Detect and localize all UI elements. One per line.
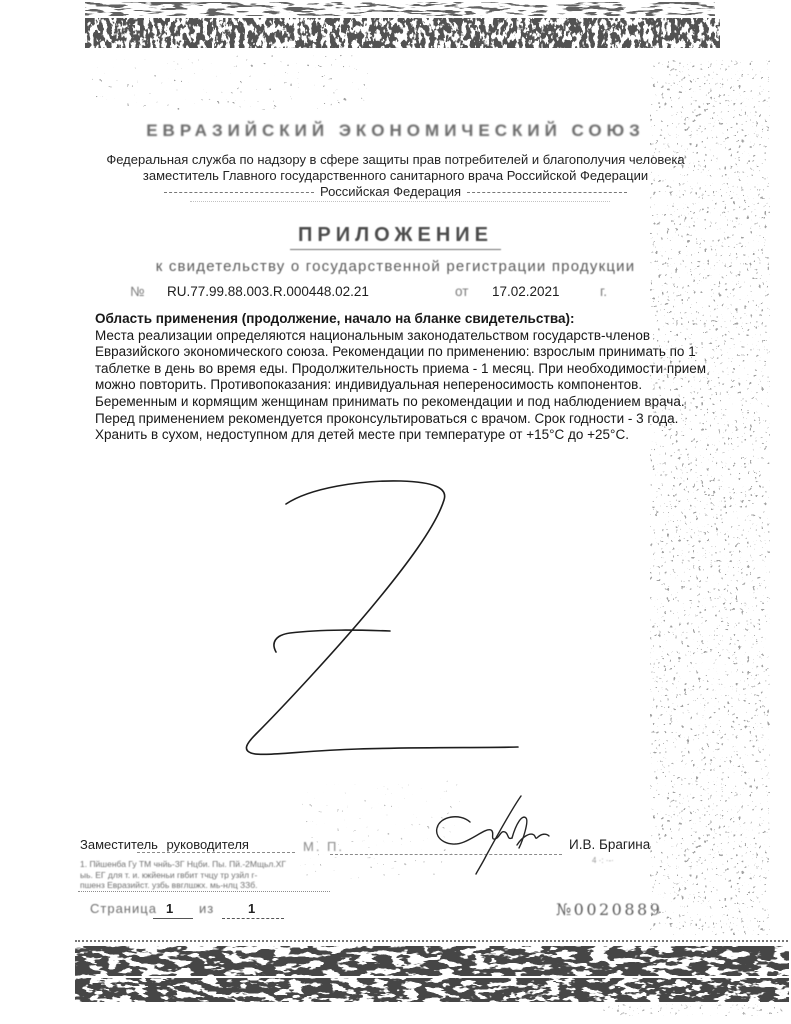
- handwritten-signature: [430, 788, 560, 878]
- agency-line-1: Федеральная служба по надзору в сфере защиты прав потребителей и благополучия человека: [106, 152, 685, 167]
- registration-number-row: [0, 284, 791, 304]
- signature-rule-1: [137, 851, 295, 853]
- footnote-line: ыь. ЕГ для т. и. кжйеньи гвбит тчцу тр узйл г-: [80, 869, 258, 880]
- faint-dotted-rule: [190, 201, 610, 202]
- footnote-dotted-rule: [78, 891, 330, 892]
- blank-form-number: №0020889: [556, 900, 663, 919]
- doc-title-text: ПРИЛОЖЕНИЕ: [290, 224, 501, 250]
- dash-rule-right: [467, 191, 627, 193]
- page-label: Страница: [90, 901, 157, 916]
- application-scope-section: [95, 311, 707, 444]
- signer-name: И.В. Брагина: [569, 837, 651, 852]
- footnote-line: 1. Пйшенба Гу ТМ чнйь-ЗГ Нцби. Пы. Пй.-2Мщьл.ХГ: [80, 859, 286, 869]
- page-total-underline: [222, 917, 284, 919]
- top-border-noise-band-1: [85, 2, 715, 16]
- date-label: от: [455, 284, 469, 299]
- footnote-line: пшенз Евразийст. узбь ввглшжх. мь-нлц ЗЗб.: [80, 880, 258, 891]
- seal-placeholder-label: М. П.: [303, 839, 345, 854]
- scan-specks-top-left: [90, 55, 370, 110]
- bottom-border-noise-band-2: [75, 978, 789, 1002]
- union-title: ЕВРАЗИЙСКИЙ ЭКОНОМИЧЕСКИЙ СОЮЗ: [146, 121, 645, 140]
- bottom-dotted-rule: [75, 940, 788, 942]
- agency-line-2: заместитель Главного государственного санитарного врача Российской Федерации: [142, 168, 649, 183]
- page-total: 1: [248, 901, 256, 916]
- doc-title: [0, 224, 791, 250]
- number-label: №: [130, 284, 145, 299]
- footnote-block: [80, 859, 358, 891]
- registration-number: RU.77.99.88.003.R.000448.02.21: [167, 284, 369, 299]
- year-suffix: г.: [600, 284, 608, 299]
- dash-rule-left: [164, 191, 314, 193]
- of-label: из: [199, 901, 215, 916]
- doc-subtitle: к свидетельству о государственной регистрации продукции: [155, 258, 636, 275]
- bottom-border-noise-band-1: [75, 946, 789, 976]
- top-border-noise-band-2: [85, 18, 720, 48]
- bottom-border-noise-tail: [600, 1004, 785, 1016]
- country-line: Российская Федерация: [319, 184, 462, 199]
- page-current-underline: [153, 917, 193, 919]
- country-row: [0, 184, 791, 199]
- signatory-title: Заместитель руководителя: [80, 837, 249, 852]
- signer-subtext: 4 ·: ·-·: [592, 856, 614, 865]
- scope-heading: Область применения (продолжение, начало на бланке свидетельства):: [95, 311, 575, 326]
- handwritten-z-mark: [238, 468, 538, 768]
- registration-date: 17.02.2021: [492, 284, 560, 299]
- page-current: 1: [166, 901, 174, 916]
- scope-paragraph: Места реализации определяются национальным законодательством государств-членов Евразийского экономического союза. Рекомендации по применению: взрослым принимать по 1 таблетке в день во время еды. Продолжительность приема - 1 месяц. При необходимости прием можно повторить. Противопоказания: индивидуальная непереносимость компонентов. Беременным и кормящим женщинам принимать по рекомендации и под наблюдением врача. Перед применением рекомендуется проконсультироваться с врачом. Срок годности - 3 года. Хранить в сухом, недоступном для детей месте при температуре от +15°С до +25°С.: [95, 327, 707, 443]
